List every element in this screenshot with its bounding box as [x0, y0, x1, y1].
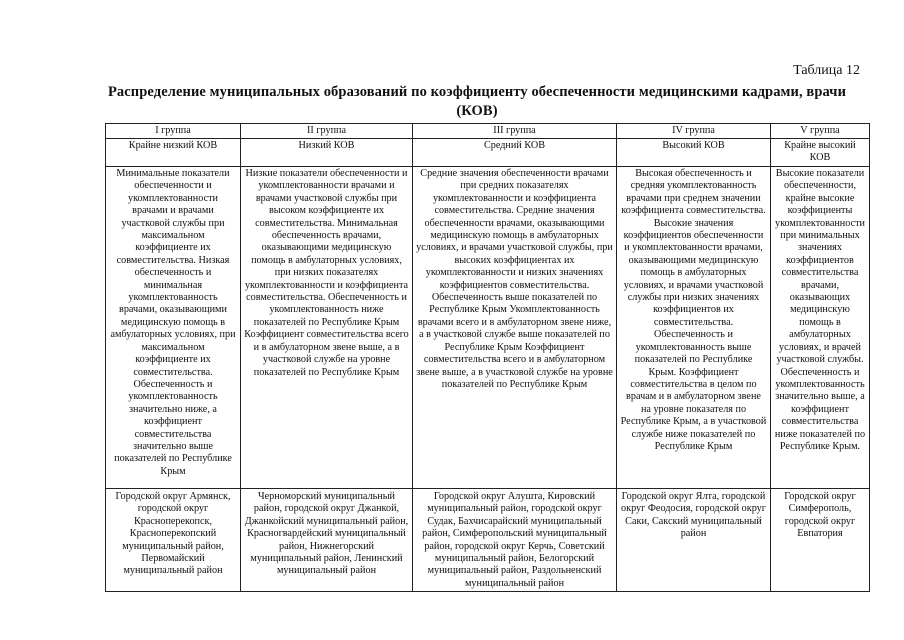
group-description: Минимальные показатели обеспеченности и укомплектованности врачами и врачами участковой службы при максимальном коэффициенте их совместительства. Низкая обеспеченность и минимальная укомплектованность врачами, оказывающими медицинскую помощь в амбулаторных условиях, при максимальном коэффициенте их совместительства. Обеспеченность и укомплектованность значительно ниже, а коэффициент совместительства значительно выше показателей по Республике Крым — [106, 167, 241, 489]
table-number: Таблица 12 — [793, 63, 860, 78]
group-municipalities: Городской округ Симферополь, городской округ Евпатория — [771, 489, 870, 592]
group-level: Низкий КОВ — [241, 139, 413, 167]
group-name: III группа — [413, 124, 617, 139]
group-municipalities: Городской округ Армянск, городской округ Красноперекопск, Красноперекопский муниципальный район, Первомайский муниципальный район — [106, 489, 241, 592]
group-name: V группа — [771, 124, 870, 139]
group-header-row — [106, 124, 870, 139]
page-title: Распределение муниципальных образований по коэффициенту обеспеченности медицинскими кадрами, врачи (КОВ) — [107, 84, 847, 119]
group-level: Крайне низкий КОВ — [106, 139, 241, 167]
group-description: Высокая обеспеченность и средняя укомплектованность врачами при среднем значении коэффициента совместительства. Высокие значения коэффициентов обеспеченности и укомплектованности врачами, оказывающими медицинскую помощь в амбулаторных условиях, и врачами участковой службы при низких значениях коэффициентов их совместительства. Обеспеченность и укомплектованность выше показателей по Республике Крым. Коэффициент совместительства в целом по врачам и в амбулаторном звене на уровне показателя по Республике Крым, а в участковой службе ниже показателей по Республике Крым — [617, 167, 771, 489]
municipalities-row — [106, 489, 870, 592]
group-name: II группа — [241, 124, 413, 139]
group-municipalities: Городской округ Ялта, городской округ Феодосия, городской округ Саки, Сакский муниципальный район — [617, 489, 771, 592]
group-level: Крайне высокий КОВ — [771, 139, 870, 167]
group-name: I группа — [106, 124, 241, 139]
groups-table — [105, 123, 870, 592]
group-level: Средний КОВ — [413, 139, 617, 167]
group-level: Высокий КОВ — [617, 139, 771, 167]
group-municipalities: Городской округ Алушта, Кировский муниципальный район, городской округ Судак, Бахчисарайский муниципальный район, Симферопольский муниципальный район, городской округ Керчь, Советский муниципальный район, Белогорский муниципальный район, Раздольненский муниципальный район — [413, 489, 617, 592]
group-municipalities: Черноморский муниципальный район, городской округ Джанкой, Джанкойский муниципальный район, Красногвардейский муниципальный район, Нижнегорский муниципальный район, Ленинский муниципальный район — [241, 489, 413, 592]
description-row — [106, 167, 870, 489]
group-name: IV группа — [617, 124, 771, 139]
group-description: Средние значения обеспеченности врачами при средних показателях укомплектованности и коэффициента совместительства. Средние значения обеспеченности врачами, оказывающими медицинскую помощь в амбулаторных условиях, и врачами участковой службы, при высоких коэффициентах их укомплектованности и низких значениях коэффициентов совместительства. Обеспеченность выше показателей по Республике Крым Укомплектованность врачами всего и в амбулаторном звене ниже, а в участковой службе выше показателей по Республике Крым Коэффициент совместительства всего и в амбулаторном звене выше, а в участковой службе на уровне показателей по Республике Крым — [413, 167, 617, 489]
level-row — [106, 139, 870, 167]
group-description: Высокие показатели обеспеченности, крайне высокие коэффициенты укомплектованности при минимальных значениях коэффициентов совместительства врачами, оказывающих медицинскую помощь в амбулаторных условиях, и врачей участковой службы. Обеспеченность и укомплектованность значительно выше, а коэффициент совместительства ниже показателей по Республике Крым. — [771, 167, 870, 489]
group-description: Низкие показатели обеспеченности и укомплектованности врачами и врачами участковой службы при высоком коэффициенте их совместительства. Минимальная обеспеченность врачами, оказывающими медицинскую помощь в амбулаторных условиях, при низких показателях укомплектованности и коэффициента совместительства. Обеспеченность и укомплектованность ниже показателей по Республике Крым Коэффициент совместительства всего и в амбулаторном звене выше, а в участковой службе на уровне показателей по Республике Крым — [241, 167, 413, 489]
